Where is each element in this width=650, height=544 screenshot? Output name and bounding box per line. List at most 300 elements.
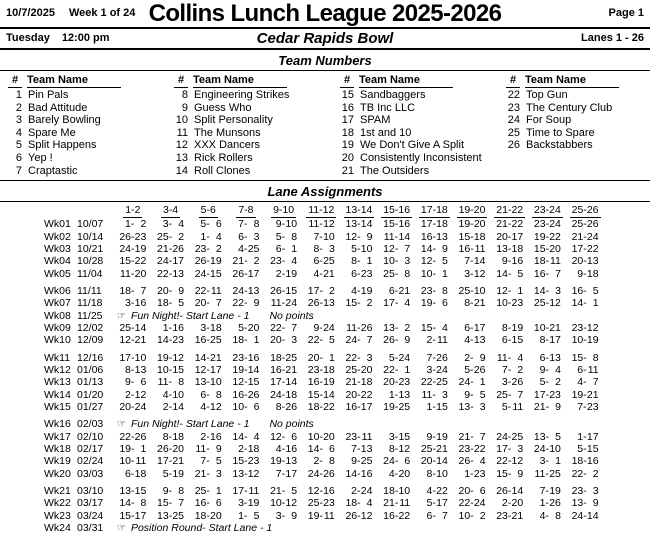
team-number: 26 <box>507 139 520 152</box>
week-label: Wk23 <box>44 509 71 522</box>
lane-pair <box>302 389 340 401</box>
pair-team-a: 17- <box>157 455 173 468</box>
lane-pair <box>566 485 604 497</box>
lane-pair <box>529 455 567 467</box>
team-row <box>174 139 340 152</box>
pair-team-a: 24- <box>270 388 286 401</box>
team-name: Split Happens <box>28 139 97 152</box>
lane-pair <box>529 485 567 497</box>
pair-team-b: 11 <box>587 363 599 376</box>
lane-pair <box>491 285 529 297</box>
lane-pair <box>566 510 604 522</box>
lane-pair <box>189 468 227 480</box>
pair-team-b: 22 <box>360 388 373 401</box>
team-number: 17 <box>341 114 354 127</box>
pair-team-b: 26 <box>473 363 486 376</box>
lane-pair <box>529 431 567 443</box>
lane-pair <box>340 485 378 497</box>
lane-row <box>44 485 650 497</box>
team-row <box>8 165 174 178</box>
pair-team-a: 15- <box>157 497 173 510</box>
pair-team-b: 2 <box>479 509 486 522</box>
team-name-header: Team Name <box>193 74 287 88</box>
pair-team-b: 18 <box>134 467 147 480</box>
lane-pair <box>340 268 378 280</box>
team-name: 1st and 10 <box>360 126 412 139</box>
lane-pair <box>114 431 152 443</box>
team-row <box>340 127 506 140</box>
week-date: 01/13 <box>77 376 104 389</box>
lane-pair-header-label: 23-24 <box>533 204 561 217</box>
pair-team-b: 19 <box>247 497 260 510</box>
pair-team-b: 8 <box>328 455 335 468</box>
pair-team-a: 8- <box>501 321 512 334</box>
pair-team-b: 23 <box>134 230 147 243</box>
pair-team-a: 8- <box>275 400 286 413</box>
pair-team-a: 18- <box>571 455 587 468</box>
lane-pair <box>453 364 491 376</box>
lane-pair <box>114 485 152 497</box>
pair-team-b: 13 <box>473 334 486 347</box>
pair-team-b: 21 <box>586 388 599 401</box>
pair-team-a: 23- <box>571 485 587 498</box>
pair-team-a: 7- <box>200 455 210 468</box>
pair-team-a: 19- <box>458 218 474 231</box>
pair-team-a: 2- <box>351 485 361 498</box>
special-note: Position Round- Start Lane - 1 <box>130 522 273 535</box>
pair-team-a: 14- <box>232 430 248 443</box>
lane-pair <box>416 297 454 309</box>
pair-team-b: 15 <box>172 363 185 376</box>
pair-team-a: 1- <box>577 430 587 443</box>
pair-team-a: 12- <box>194 363 210 376</box>
pair-team-a: 19- <box>420 297 437 310</box>
pair-team-a: 16- <box>194 497 210 510</box>
lane-pair <box>453 401 491 413</box>
lane-pair-header-label: 7-8 <box>238 204 254 217</box>
lane-pair <box>491 334 529 346</box>
pair-team-a: 11- <box>346 321 361 334</box>
pair-team-b: 22 <box>134 255 147 268</box>
pair-team-b: 5 <box>253 509 260 522</box>
lane-pair <box>340 364 378 376</box>
pair-team-b: 10 <box>134 351 147 364</box>
pair-team-a: 20- <box>157 284 173 297</box>
lane-pair <box>189 297 227 309</box>
pair-team-b: 17 <box>360 400 373 413</box>
pair-team-b: 24 <box>360 485 373 498</box>
pair-team-a: 15- <box>119 509 135 522</box>
lane-pair <box>378 255 416 267</box>
pair-team-b: 13 <box>398 388 411 401</box>
pair-team-a: 4- <box>426 485 436 498</box>
lane-pair <box>227 485 265 497</box>
week-date: 10/28 <box>77 255 104 268</box>
pair-team-b: 4 <box>517 351 524 364</box>
week-label: Wk16 <box>44 418 71 431</box>
pair-team-b: 26 <box>247 388 260 401</box>
pair-team-a: 17- <box>533 388 550 401</box>
team-name: XXX Dancers <box>194 139 261 152</box>
pair-team-a: 6- <box>313 255 323 268</box>
lane-pair <box>491 243 529 255</box>
pair-team-a: 15- <box>533 242 550 255</box>
week-label: Wk09 <box>44 321 71 334</box>
week-date: 10/21 <box>77 242 104 255</box>
pair-team-b: 12 <box>247 467 260 480</box>
team-number: 6 <box>15 151 22 164</box>
lane-pair <box>114 231 152 243</box>
lane-pair <box>491 431 529 443</box>
pair-team-a: 25- <box>194 485 210 498</box>
lane-pair <box>453 322 491 334</box>
pair-team-a: 6- <box>238 230 248 243</box>
pair-team-b: 13 <box>360 443 373 455</box>
week-label: Wk20 <box>44 467 71 480</box>
lane-pair <box>416 510 454 522</box>
pair-team-a: 24- <box>345 334 361 347</box>
lane-pair <box>529 376 567 388</box>
lane-pair <box>189 255 227 267</box>
lane-pair-header-label: 21-22 <box>496 204 524 217</box>
pair-team-b: 10 <box>436 467 448 480</box>
pair-team-b: 2 <box>140 218 147 231</box>
pair-team-a: 11- <box>308 218 323 231</box>
lane-pair <box>340 231 378 243</box>
team-number: 12 <box>175 139 188 152</box>
pair-team-a: 24- <box>496 430 512 443</box>
lane-pair <box>189 334 227 346</box>
lane-row <box>44 231 650 243</box>
lane-pair-header <box>566 204 604 218</box>
lane-row <box>44 522 650 534</box>
lane-pair <box>152 255 190 267</box>
lane-pair <box>152 364 190 376</box>
team-row <box>506 89 650 102</box>
lane-pair <box>265 364 303 376</box>
pair-team-a: 9- <box>577 267 587 280</box>
lane-pair <box>189 231 227 243</box>
team-number: 16 <box>341 101 354 114</box>
pair-team-b: 7 <box>140 284 147 297</box>
lane-pair <box>453 510 491 522</box>
team-name: Spare Me <box>28 126 76 139</box>
lane-pair <box>265 285 303 297</box>
pair-team-a: 4- <box>162 388 173 401</box>
pair-team-a: 26- <box>232 267 248 280</box>
team-name: Barely Bowling <box>28 114 101 127</box>
special-note-points: No points <box>269 418 314 431</box>
lane-row <box>44 497 650 509</box>
week-label: Wk12 <box>44 363 71 376</box>
pair-team-a: 10- <box>270 497 286 510</box>
pair-team-a: 6- <box>577 363 587 376</box>
pair-team-b: 9 <box>479 351 486 364</box>
pair-team-b: 7 <box>592 376 599 389</box>
pair-team-b: 17 <box>586 430 599 443</box>
week-label: Wk01 <box>44 218 71 231</box>
lane-pair <box>189 285 227 297</box>
lane-pair <box>340 255 378 267</box>
pair-team-a: 15- <box>458 230 474 243</box>
pair-team-a: 18- <box>345 497 361 510</box>
pair-team-a: 17- <box>496 443 512 455</box>
lane-pair <box>378 485 416 497</box>
lane-pair <box>378 231 416 243</box>
pair-team-a: 26- <box>307 297 323 310</box>
pair-team-b: 2 <box>404 321 411 334</box>
pair-team-a: 22- <box>194 284 210 297</box>
team-row <box>506 139 650 152</box>
pair-team-a: 24- <box>119 242 135 255</box>
lane-pair <box>416 218 454 230</box>
lane-pair <box>302 431 340 443</box>
pair-team-b: 2 <box>517 363 524 376</box>
pair-team-a: 16- <box>533 267 550 280</box>
pair-team-a: 10- <box>383 255 399 268</box>
pair-team-b: 20 <box>398 467 411 480</box>
lane-pair <box>529 268 567 280</box>
lane-pair <box>453 255 491 267</box>
pair-team-b: 15 <box>247 376 260 389</box>
pair-team-b: 17 <box>473 321 486 334</box>
team-column-header <box>340 74 506 88</box>
team-number: 14 <box>175 164 188 177</box>
pair-team-a: 14- <box>571 297 587 310</box>
lane-pair <box>265 376 303 388</box>
pair-team-a: 13- <box>119 485 135 498</box>
team-row <box>174 152 340 165</box>
pair-team-a: 19- <box>232 363 248 376</box>
lane-pair <box>416 443 454 455</box>
pair-team-a: 9- <box>313 321 323 334</box>
league-title: Collins Lunch League 2025-2026 <box>148 0 502 27</box>
lane-pair <box>491 268 529 280</box>
team-number: 10 <box>175 114 188 127</box>
pair-team-b: 23 <box>586 400 599 413</box>
pair-team-b: 18 <box>436 218 448 231</box>
team-number: 21 <box>341 164 354 177</box>
team-number: 9 <box>181 101 188 114</box>
team-number: 25 <box>507 126 520 139</box>
pair-team-b: 5 <box>215 455 222 468</box>
pair-team-b: 25 <box>511 430 524 443</box>
team-row <box>506 127 650 140</box>
pair-team-b: 12 <box>360 509 373 522</box>
pair-team-b: 16 <box>360 467 373 480</box>
lane-pair <box>227 334 265 346</box>
team-row <box>340 114 506 127</box>
lane-pair <box>152 401 190 413</box>
pair-team-b: 1 <box>479 376 486 389</box>
pair-team-a: 22- <box>345 351 361 364</box>
pair-team-a: 4- <box>539 509 549 522</box>
lane-pair <box>491 218 529 230</box>
lane-pair <box>340 455 378 467</box>
team-column <box>506 74 650 177</box>
pair-team-b: 17 <box>134 509 147 522</box>
pair-team-a: 21- <box>383 497 399 510</box>
lane-pair <box>378 285 416 297</box>
team-row <box>174 127 340 140</box>
pair-team-a: 25- <box>420 443 437 455</box>
lane-pair <box>340 243 378 255</box>
pair-team-b: 19 <box>586 334 599 347</box>
lane-pair <box>189 322 227 334</box>
pair-team-b: 21 <box>511 509 524 522</box>
pair-team-b: 14 <box>172 400 185 413</box>
pair-team-a: 24- <box>571 509 587 522</box>
lane-pair <box>416 468 454 480</box>
lane-pair <box>566 389 604 401</box>
team-column-header <box>8 74 174 88</box>
team-name-header: Team Name <box>27 74 121 88</box>
pair-team-b: 7 <box>215 297 222 310</box>
pair-team-b: 2 <box>555 376 561 389</box>
lane-pair <box>566 322 604 334</box>
pair-team-b: 21 <box>172 455 185 468</box>
lane-pair <box>566 401 604 413</box>
lane-pair <box>114 352 152 364</box>
pair-team-b: 17 <box>285 467 298 480</box>
pair-team-b: 17 <box>210 363 222 376</box>
pair-team-b: 19 <box>360 284 373 297</box>
lane-row <box>44 218 650 230</box>
pair-team-a: 19- <box>119 443 135 455</box>
pair-team-b: 8 <box>555 509 561 522</box>
pair-team-a: 10- <box>458 509 474 522</box>
pair-team-a: 23- <box>194 242 210 255</box>
lane-pair-header-label: 5-6 <box>200 204 216 217</box>
lane-rows <box>44 218 650 534</box>
team-number-header: # <box>340 74 354 88</box>
pair-team-b: 25 <box>247 242 260 255</box>
pair-team-b: 6 <box>479 485 486 498</box>
pair-team-b: 3 <box>517 443 524 455</box>
pair-team-b: 20 <box>360 363 373 376</box>
lane-pair <box>378 497 416 509</box>
pair-team-a: 23- <box>232 351 248 364</box>
pair-team-a: 3- <box>539 455 549 468</box>
pair-team-a: 22- <box>157 267 173 280</box>
lane-pair <box>302 468 340 480</box>
week-date: 10/07 <box>77 218 104 231</box>
pair-team-b: 3 <box>555 284 561 297</box>
pair-team-b: 1 <box>215 485 222 498</box>
report-date: 10/7/2025 <box>6 7 55 19</box>
lane-pair <box>152 218 190 230</box>
team-number: 3 <box>15 114 22 127</box>
pair-team-b: 8 <box>404 267 411 280</box>
pair-team-a: 8- <box>539 334 549 347</box>
pair-team-b: 3 <box>442 388 448 401</box>
document-header <box>0 0 650 29</box>
week-label: Wk18 <box>44 443 71 455</box>
pair-team-a: 23- <box>571 321 587 334</box>
pair-team-a: 10- <box>157 363 173 376</box>
pair-team-b: 15 <box>511 334 524 347</box>
pair-team-a: 6- <box>200 388 210 401</box>
lane-pair <box>566 255 604 267</box>
lane-row <box>44 431 650 443</box>
lane-pair-header <box>416 204 454 218</box>
pair-team-a: 9- <box>539 363 549 376</box>
pair-team-a: 26- <box>194 255 210 268</box>
lane-row <box>44 352 650 364</box>
pair-team-b: 14 <box>511 485 524 498</box>
pair-team-a: 14- <box>496 267 512 280</box>
team-name: We Don't Give A Split <box>360 139 465 152</box>
pair-team-a: 4- <box>351 284 361 297</box>
lane-pair-header <box>529 204 567 218</box>
lane-pair <box>529 497 567 509</box>
pair-team-a: 22- <box>270 321 286 334</box>
lane-pair-header-label: 17-18 <box>420 204 448 217</box>
pair-team-b: 5 <box>178 297 185 310</box>
pair-team-a: 21- <box>232 255 248 268</box>
lane-pair-header-label: 15-16 <box>383 204 411 217</box>
lane-pair <box>189 376 227 388</box>
pair-team-a: 5- <box>162 467 173 480</box>
lane-pair <box>152 243 190 255</box>
lane-pair <box>566 334 604 346</box>
pair-team-a: 7- <box>464 255 474 268</box>
team-name: Roll Clones <box>194 164 251 177</box>
lane-pair <box>265 243 303 255</box>
lane-row <box>44 389 650 401</box>
pair-team-b: 6 <box>404 455 411 468</box>
week-label: Wk06 <box>44 284 71 297</box>
pair-team-b: 14 <box>134 321 147 334</box>
pair-team-a: 15- <box>232 455 248 468</box>
pair-team-a: 9- <box>464 388 474 401</box>
lane-pair <box>566 268 604 280</box>
lane-pair-header <box>453 204 491 218</box>
pair-team-a: 26- <box>119 230 135 243</box>
team-name: The Outsiders <box>360 164 430 177</box>
week-date: 01/06 <box>77 363 104 376</box>
pair-team-a: 1- <box>464 467 474 480</box>
pair-team-a: 12- <box>232 376 248 389</box>
pair-team-a: 18- <box>194 509 210 522</box>
pair-team-a: 3- <box>238 497 248 510</box>
pair-team-b: 7 <box>366 334 373 347</box>
pair-team-b: 19 <box>323 376 335 389</box>
pair-team-a: 6- <box>388 284 399 297</box>
lane-pair <box>378 322 416 334</box>
lane-row <box>44 322 650 334</box>
week-label: Wk04 <box>44 255 71 268</box>
lane-pair <box>302 401 340 413</box>
pair-team-a: 7- <box>238 218 248 231</box>
pair-team-a: 12- <box>307 485 323 498</box>
pair-team-a: 23- <box>307 363 323 376</box>
team-name: Top Gun <box>526 89 568 101</box>
pair-team-b: 23 <box>398 376 411 389</box>
pair-team-b: 3 <box>479 400 486 413</box>
pair-team-a: 6- <box>464 321 474 334</box>
lane-pair <box>302 334 340 346</box>
lane-pair <box>302 218 340 230</box>
lane-pair <box>114 497 152 509</box>
pair-team-b: 21 <box>549 321 561 334</box>
team-row <box>8 102 174 115</box>
pair-team-b: 1 <box>291 242 298 255</box>
lane-pair <box>340 297 378 309</box>
lane-pair-header <box>152 204 190 218</box>
pair-team-b: 7 <box>442 509 448 522</box>
lane-pair <box>227 401 265 413</box>
